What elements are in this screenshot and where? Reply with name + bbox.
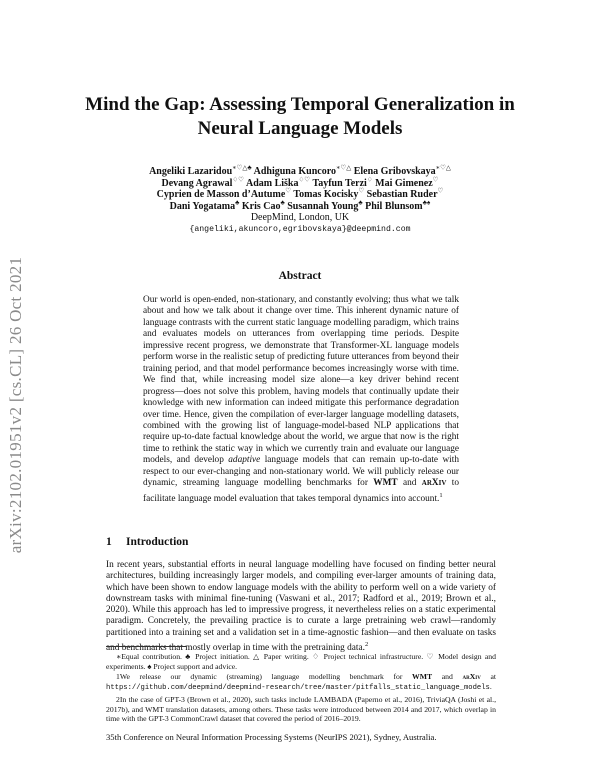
footnote-contributions: ∗Equal contribution. ♣ Project initiation. △ Paper writing. ♢ Project technical infrastructure. ♡ Model design and experiments. ♠ Project support and advice. xyxy=(106,652,496,671)
footnote-text: 1We release our dynamic (streaming) language modelling benchmark for xyxy=(116,672,413,682)
author-block xyxy=(100,166,500,236)
footnote-1 xyxy=(106,672,496,693)
author-marks: ♣ xyxy=(358,199,363,207)
author-marks: ♡ xyxy=(358,187,365,195)
footnote-divider xyxy=(106,646,186,647)
abstract-text: to facilitate language model evaluation that takes temporal dynamics into account. xyxy=(143,478,459,504)
author-marks: ♡ xyxy=(285,187,292,195)
author-marks: ♣ xyxy=(280,199,285,207)
benchmark-url-link[interactable]: https://github.com/deepmind/deepmind-research/tree/master/pitfalls_static_language_models xyxy=(106,684,490,693)
abstract-heading: Abstract xyxy=(278,270,322,282)
author-marks: ♣♠ xyxy=(422,199,431,207)
author-marks: ♢ xyxy=(366,176,373,184)
author-name: Tomas Kocisky xyxy=(293,189,359,201)
footnote-mark[interactable]: 1 xyxy=(439,491,443,499)
abstract-text: Our world is open-ended, non-stationary, and constantly evolving; thus what we talk about and how we talk about it change over time. This inherent dynamic nature of language contrasts with the current static language modelling paradigm, which trains and evaluates models on utterances from overlapping time periods. Despite impressive recent progress, we demonstrate that Transformer-XL language models perform worse in the realistic setup of predicting future utterances from beyond their training period, and that model performance becomes increasingly worse with time. We find that, while increasing model size alone—a key driver behind recent progress—does not solve this problem, having models that continually update their knowledge with new information can indeed mitigate this performance degradation over time. Hence, given the compilation of ever-larger language modelling datasets, combined with the growing list of language-model-based NLP applications that require up-to-date factual knowledge about the world, we argue that now is the right time to rethink the static way in which we currently train and evaluate our language models, and develop xyxy=(143,295,459,466)
author-name: Phil Blunsom xyxy=(365,200,423,212)
author-marks: ∗♡△ xyxy=(335,164,352,172)
author-name: Devang Agrawal xyxy=(161,177,233,189)
author-name: Tayfun Terzi xyxy=(312,177,367,189)
wmt-label: WMT xyxy=(412,672,433,682)
introduction-paragraph xyxy=(106,560,496,654)
author-email[interactable]: {angeliki,akuncoro,egribovskaya}@deepmind.com xyxy=(189,224,411,234)
arxiv-label: arXiv xyxy=(421,478,447,489)
author-line-3 xyxy=(100,189,500,201)
author-name: Adam Liška xyxy=(245,177,299,189)
arxiv-identifier: arXiv:2102.01951v2 [cs.CL] 26 Oct 2021 xyxy=(6,256,25,554)
section-title: Introduction xyxy=(126,536,189,548)
author-name: Adhiguna Kuncoro xyxy=(253,166,336,177)
conference-note: 35th Conference on Neural Information Processing Systems (NeurIPS 2021), Sydney, Australia. xyxy=(106,732,437,742)
footnote-mark[interactable]: 2 xyxy=(364,641,369,649)
author-name: Elena Gribovskaya xyxy=(353,166,436,177)
author-name: Cyprien de Masson d’Autume xyxy=(156,189,286,201)
author-marks: ♡ xyxy=(437,187,444,195)
arxiv-label: arXiv xyxy=(462,672,481,682)
author-marks: ∗♡△ xyxy=(435,164,451,172)
author-name: Susannah Young xyxy=(287,200,359,212)
section-heading xyxy=(106,536,188,548)
author-name: Angeliki Lazaridou xyxy=(149,166,233,177)
author-marks: ♡ xyxy=(432,176,439,184)
author-name: Kris Cao xyxy=(241,200,281,212)
author-marks: ♢♡ xyxy=(232,176,245,184)
affiliation: DeepMind, London, UK xyxy=(250,212,350,224)
abstract-body xyxy=(143,295,459,505)
author-name: Dani Yogatama xyxy=(169,200,236,212)
paper-title: Mind the Gap: Assessing Temporal Generalization in Neural Language Models xyxy=(85,94,515,139)
footnotes xyxy=(106,652,496,725)
author-marks: ♢♡ xyxy=(298,176,311,184)
author-marks: ♣ xyxy=(235,199,240,207)
author-name: Mai Gimenez xyxy=(375,177,433,189)
author-marks: ∗♡△♣ xyxy=(232,164,252,172)
author-line-4 xyxy=(100,201,500,213)
intro-text: In recent years, substantial efforts in neural language modelling have focused on finding better neural architectures, building increasingly larger models, and compiling ever-larger amounts of training data, which have been shown to endow language models with the ability to perform well on a wide variety of downstream tasks with minimal fine-tuning (Vaswani et al., 2017; Radford et al., 2019; Brown et al., 2020). While this approach has led to impressive progress, it nevertheless relies on a static experimental paradigm. Concretely, the prevailing practice is to curate a large pretraining web crawl—randomly partitioned into a training set and a validation set in a time-agnostic fashion—and then evaluate on tasks and benchmarks that mostly overlap in time with the pretraining data. xyxy=(106,560,496,654)
section-number: 1 xyxy=(106,536,112,548)
wmt-label: WMT xyxy=(373,478,398,489)
footnote-text: and xyxy=(432,672,463,682)
abstract-emphasis: adaptive xyxy=(228,455,261,466)
abstract-text: and xyxy=(397,478,422,489)
author-name: Sebastian Ruder xyxy=(366,189,438,201)
footnote-text: . xyxy=(489,682,492,692)
abstract-text: language models that can remain up-to-date with respect to our ever-changing and non-stationary world. We will publicly release our dynamic, streaming language modelling benchmarks for xyxy=(143,455,459,489)
footnote-text: at xyxy=(480,672,496,682)
footnote-2: 2In the case of GPT-3 (Brown et al., 2020), such tasks include LAMBADA (Paperno et al., 2016), TriviaQA (Joshi et al., 2017b), and WMT translation datasets, among others. These tasks were introduced between 2014 and 2017, which overlap in time with the GPT-3 CommonCrawl dataset that covered the period of 2016–2019. xyxy=(106,694,496,724)
